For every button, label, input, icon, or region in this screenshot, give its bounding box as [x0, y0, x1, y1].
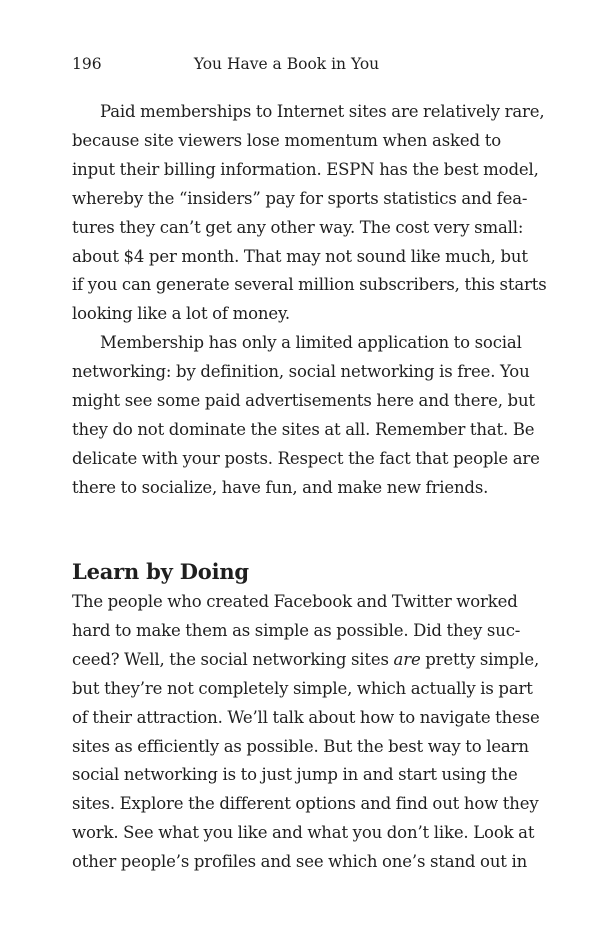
paragraph-line: of their attraction. We’ll talk about how to navigate these: [72, 707, 540, 727]
paragraph-line: input their billing information. ESPN has the best model,: [72, 159, 539, 179]
paragraph-1: [72, 98, 547, 329]
paragraph-line: Paid memberships to Internet sites are relatively rare,: [100, 102, 545, 121]
paragraph-line: because site viewers lose momentum when asked to: [72, 130, 501, 150]
paragraph-line: they do not dominate the sites at all. Remember that. Be: [72, 419, 535, 439]
running-head: [72, 55, 501, 79]
paragraph-line: sites. Explore the different options and find out how they: [72, 794, 539, 814]
section-heading: Learn by Doing: [72, 559, 249, 584]
paragraph-line: if you can generate several million subscribers, this starts: [72, 275, 547, 295]
paragraph-line: looking like a lot of money.: [72, 304, 291, 324]
paragraph-line: work. See what you like and what you don’t like. Look at: [72, 823, 535, 843]
page-number: 196: [72, 55, 102, 73]
paragraph-line: other people’s profiles and see which one’s stand out in: [72, 852, 528, 872]
paragraph-line: hard to make them as simple as possible. Did they suc-: [72, 620, 521, 640]
paragraph-3: [72, 588, 540, 877]
paragraph-line-with-emphasis: [72, 646, 540, 675]
line-fragment: ceed? Well, the social networking sites: [72, 649, 394, 669]
paragraph-line: sites as efficiently as possible. But the best way to learn: [72, 736, 529, 756]
emphasis-are: are: [393, 649, 421, 669]
paragraph-line: The people who created Facebook and Twitter worked: [72, 592, 518, 611]
paragraph-line: networking: by definition, social networking is free. You: [72, 362, 530, 382]
paragraph-line: delicate with your posts. Respect the fact that people are: [72, 448, 540, 468]
paragraph-line: might see some paid advertisements here and there, but: [72, 391, 535, 411]
paragraph-line: social networking is to just jump in and start using the: [72, 765, 518, 785]
line-fragment: pretty simple,: [420, 649, 540, 669]
body-text-top: [72, 98, 547, 503]
section-learn-by-doing: [72, 558, 540, 877]
paragraph-line: there to socialize, have fun, and make new friends.: [72, 477, 489, 497]
running-title: You Have a Book in You: [193, 55, 380, 73]
paragraph-line: Membership has only a limited application to social: [100, 333, 522, 353]
paragraph-line: but they’re not completely simple, which actually is part: [72, 678, 533, 698]
paragraph-2: [72, 329, 540, 502]
book-page: [72, 0, 547, 943]
paragraph-line: whereby the “insiders” pay for sports statistics and fea-: [72, 188, 528, 208]
paragraph-line: about $4 per month. That may not sound like much, but: [72, 246, 528, 266]
paragraph-line: tures they can’t get any other way. The cost very small:: [72, 217, 524, 237]
